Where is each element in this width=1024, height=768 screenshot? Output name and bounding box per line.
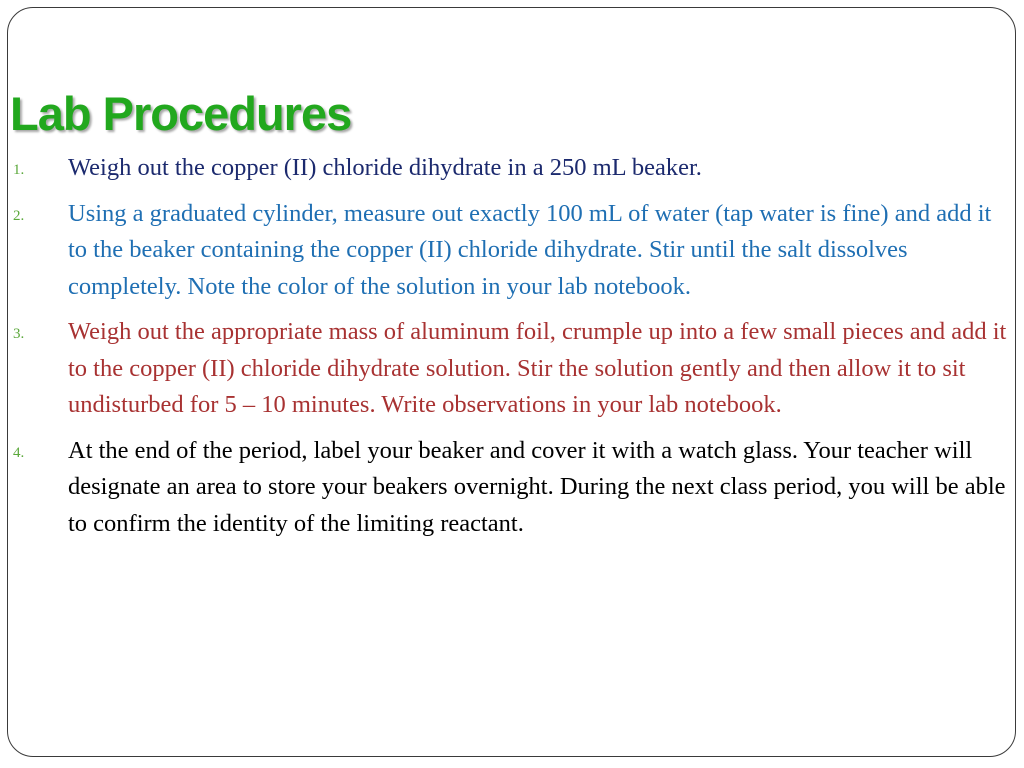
step-text: Weigh out the appropriate mass of aluminum foil, crumple up into a few small pieces and add it to the copper (II) chloride dihydrate solution. Stir the solution gently and then allow it to sit undisturbed for 5 – 10 minutes. Write observations in your lab notebook. — [68, 318, 1007, 418]
step-text: Using a graduated cylinder, measure out exactly 100 mL of water (tap water is fine) and add it to the beaker containing the copper (II) chloride dihydrate. Stir until the salt dissolves completely. Note the color of the solution in your lab notebook. — [68, 199, 992, 300]
procedure-step-2 — [0, 196, 1010, 306]
step-number: 1. — [13, 162, 25, 178]
slide-title: Lab Procedures — [10, 87, 352, 140]
step-number: 3. — [13, 326, 25, 342]
procedure-step-1 — [0, 150, 1010, 187]
step-text: At the end of the period, label your beaker and cover it with a watch glass. Your teacher will designate an area to store your beakers overnight. During the next class period, you will be able to confirm the identity of the limiting reactant. — [68, 436, 1006, 537]
step-number: 2. — [13, 207, 25, 224]
step-text: Weigh out the copper (II) chloride dihydrate in a 250 mL beaker. — [68, 154, 702, 181]
procedure-step-4 — [0, 433, 1010, 543]
procedure-list — [0, 150, 1010, 551]
procedure-step-3 — [0, 314, 1010, 424]
step-number: 4. — [13, 444, 25, 461]
